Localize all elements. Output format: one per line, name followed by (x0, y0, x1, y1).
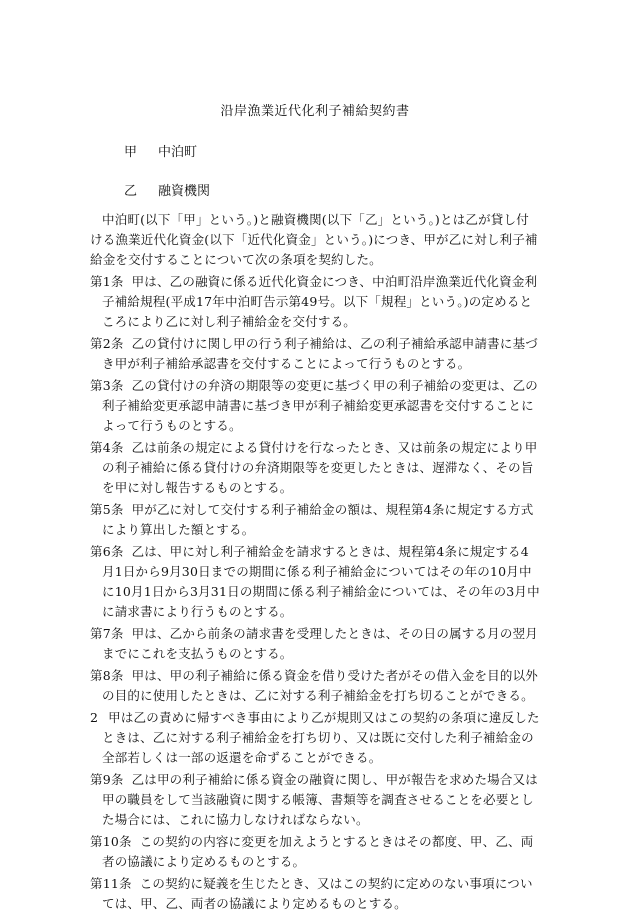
party-b-line (124, 180, 210, 199)
article-4 (90, 438, 540, 498)
article-2 (90, 334, 540, 374)
article-5 (90, 500, 540, 540)
article-number: 第8条 (90, 668, 124, 683)
article-text: 乙は、甲に対し利子補給金を請求するときは、規程第4条に規定する4月1日から9月30日までの期間に係る利子補給金についてはその年の10月中に10月1日から3月31日の期間に係る利子補給金については、その年の3月中に請求書により行うものとする。 (102, 544, 540, 619)
article-8 (90, 666, 540, 706)
article-number: 第5条 (90, 502, 124, 517)
preamble: 中泊町(以下「甲」という。)と融資機関(以下「乙」という。)とは乙が貸し付ける漁業近代化資金(以下「近代化資金」という。)につき、甲が乙に対し利子補給金を交付することについて次の条項を契約した。 (90, 212, 538, 267)
article-number: 第3条 (90, 378, 124, 393)
article-text: 甲は、乙の融資に係る近代化資金につき、中泊町沿岸漁業近代化資金利子補給規程(平成17年中泊町告示第49号。以下「規程」という。)の定めるところにより乙に対し利子補給金を交付する。 (102, 274, 538, 329)
document-title: 沿岸漁業近代化利子補給契約書 (220, 104, 410, 119)
party-b-name: 融資機関 (158, 184, 211, 199)
article-9 (90, 770, 540, 830)
article-text: この契約に疑義を生じたとき、又はこの契約に定めのない事項については、甲、乙、両者の協議により定めるものとする。 (102, 876, 533, 911)
article-number: 第6条 (90, 544, 124, 559)
article-number: 第7条 (90, 626, 124, 641)
article-1 (90, 272, 540, 332)
article-text: 甲は、乙から前条の請求書を受理したときは、その日の属する月の翌月までにこれを支払うものとする。 (102, 626, 538, 661)
party-b-role: 乙 (124, 184, 138, 199)
article-text: 乙の貸付けの弁済の期限等の変更に基づく甲の利子補給の変更は、乙の利子補給変更承認申請書に基づき甲が利子補給変更承認書を交付することによって行うものとする。 (102, 378, 538, 433)
article-number: 第11条 (90, 876, 132, 891)
article-6 (90, 542, 540, 622)
article-text: 乙は前条の規定による貸付けを行なったとき、又は前条の規定により甲の利子補給に係る貸付けの弁済期限等を変更したときは、遅滞なく、その旨を甲に対し報告するものとする。 (102, 440, 538, 495)
article-text: 乙の貸付けに関し甲の行う利子補給は、乙の利子補給承認申請書に基づき甲が利子補給承認書を交付することによって行うものとする。 (102, 336, 538, 371)
party-a-name: 中泊町 (158, 145, 198, 160)
article-text: 甲は、甲の利子補給に係る資金を借り受けた者がその借入金を目的以外の目的に使用したときは、乙に対する利子補給金を打ち切ることができる。 (102, 668, 538, 703)
article-7 (90, 624, 540, 664)
article-number: 第9条 (90, 772, 124, 787)
article-number: 第4条 (90, 440, 124, 455)
article-text: 甲が乙に対して交付する利子補給金の額は、規程第4条に規定する方式により算出した額とする。 (102, 502, 534, 537)
article-number: 第2条 (90, 336, 124, 351)
article-3 (90, 376, 540, 436)
article-number: 第10条 (90, 834, 132, 849)
article-11 (90, 874, 540, 914)
article-text: この契約の内容に変更を加えようとするときはその都度、甲、乙、両者の協議により定めるものとする。 (102, 834, 534, 869)
article-text: 乙は甲の利子補給に係る資金の融資に関し、甲が報告を求めた場合又は甲の職員をして当該融資に関する帳簿、書類等を調査させることを必要とした場合には、これに協力しなければならない。 (102, 772, 538, 827)
contract-body (90, 210, 540, 916)
paragraph-text: 甲は乙の責めに帰すべき事由により乙が規則又はこの契約の条項に違反したときは、乙に対する利子補給金を打ち切り、又は既に交付した利子補給金の全部若しくは一部の返還を命ずることができる。 (102, 710, 540, 765)
article-number: 第1条 (90, 274, 124, 289)
article-10 (90, 832, 540, 872)
party-a-line (124, 141, 197, 160)
article-8-paragraph-2 (90, 708, 540, 768)
party-a-role: 甲 (124, 145, 138, 160)
paragraph-number: 2 (90, 710, 99, 725)
